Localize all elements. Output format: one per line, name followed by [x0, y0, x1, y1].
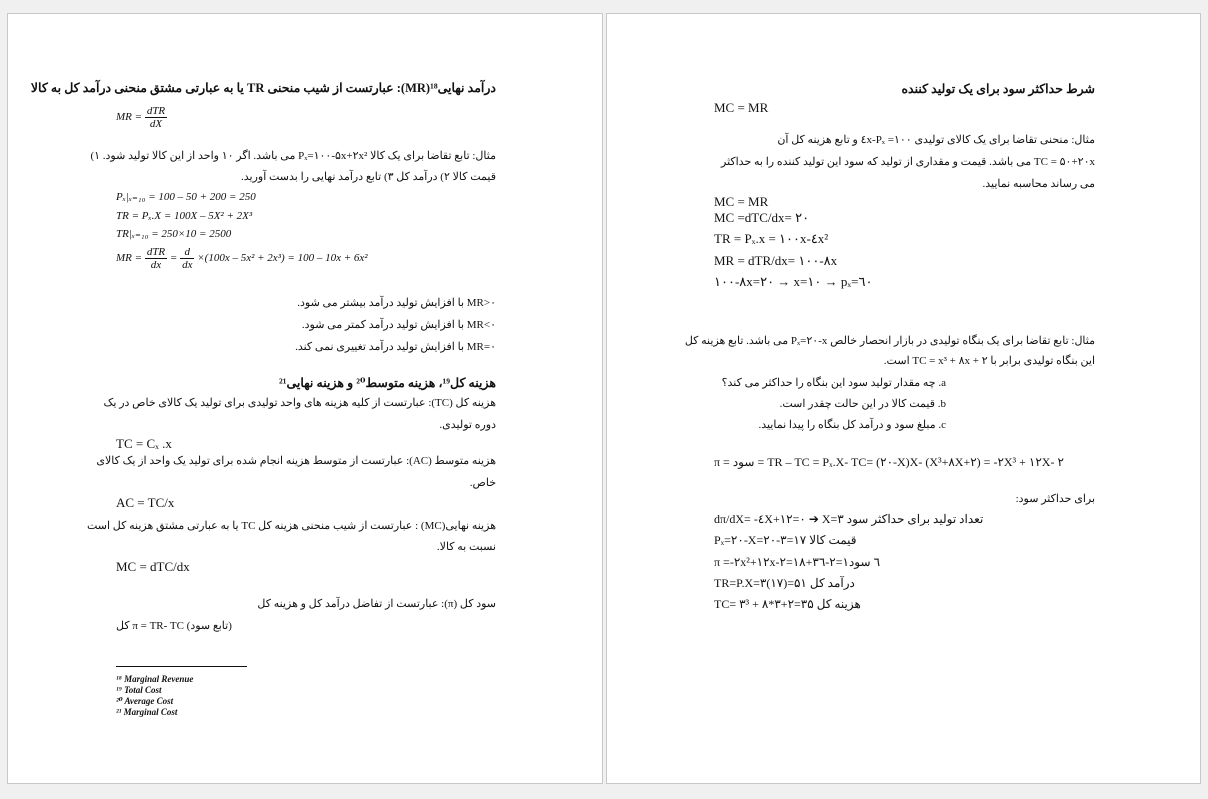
calc-mr: MR = $\frac{\text{dTR}}{dx}$ = $\frac{d}{dx}$ ×(100x – 5x² + 2x³) = 100 – 10x + 6x²: [116, 246, 368, 271]
result-price: Pₓ=۲۰-X=۲۰-۳=۱۷ قیمت کالا: [714, 533, 857, 547]
example-2-line-1: مثال: تابع تقاضا برای یک بنگاه تولیدی در بازار انحصار خالص Pₓ=۲۰-x می باشد. تابع هزینه کل: [684, 335, 1095, 347]
question-a: a. چه مقدار تولید سود این بنگاه را حداکثر می کند؟: [721, 377, 946, 389]
tc-equation: TC = Cₓ .x: [116, 436, 172, 451]
result-revenue: TR=P.X=۳(۱۷)=۵۱ درآمد کل: [714, 576, 855, 590]
mr-positive: MR>۰ با افزایش تولید درآمد بیشتر می شود.: [297, 297, 496, 309]
footnote-18: ¹⁸ Marginal Revenue: [116, 674, 194, 684]
mr-formula: MR = $\frac{\text{dTR}}{dX}$: [116, 105, 166, 130]
solution-step-2: MC =dTC/dx= ۲۰: [714, 210, 810, 225]
mr-negative: MR<۰ با افزایش تولید درآمد کمتر می شود.: [301, 319, 496, 331]
example-1-line-1: مثال: تابع تقاضا برای یک کالا Pₓ=۱۰۰-۵x+۲x² می باشد. اگر ۱۰ واحد از این کالا تولید شود. ۱): [90, 150, 496, 162]
profit-equation: کل π = TR- TC (تابع سود): [116, 620, 232, 632]
question-b: b. قیمت کالا در این حالت چقدر است.: [779, 398, 946, 410]
mc-definition-line-2: نسبت به کالا.: [436, 541, 496, 553]
calc-tr: TR = Pₓ.X = 100X – 5X² + 2X³: [116, 210, 253, 222]
page-title: شرط حداکثر سود برای یک تولید کننده: [901, 82, 1095, 96]
cost-heading: هزینه کل¹⁹، هزینه متوسط²⁰ و هزینه نهایی²¹: [278, 376, 496, 390]
profit-function: π = سود = TR – TC = Pₓ.X- TC= (۲۰-X)X- (X³+۸X+۲) = -۲X³ + ۱۲X- ۲: [714, 455, 1064, 469]
solution-step-5: ۱۰۰-۸x=۲۰ → x=۱۰ → pₓ=٦۰: [714, 274, 873, 289]
tc-definition-line-2: دوره تولیدی.: [439, 419, 496, 431]
footnote-19: ¹⁹ Total Cost: [116, 685, 162, 695]
example-1-line-2: قیمت کالا ۲) درآمد کل ۳) تابع درآمد نهایی را بدست آورید.: [240, 171, 496, 183]
mc-equation: MC = dTC/dx: [116, 559, 190, 574]
footnote-21: ²¹ Marginal Cost: [116, 707, 178, 717]
solution-step-1: MC = MR: [714, 194, 769, 209]
mc-definition-line-1: هزینه نهایی(MC) : عبارتست از شیب منحنی هزینه کل TC یا به عبارتی مشتق هزینه کل است: [86, 520, 496, 532]
example-line-2: TC = ۵۰+۲۰x می باشد. قیمت و مقداری از تولید که سود این تولید کننده را به حداکثر: [721, 156, 1095, 168]
footnote-20: ²⁰ Average Cost: [116, 696, 174, 706]
profit-condition: MC = MR: [714, 100, 769, 115]
mr-fraction: $\frac{\text{dTR}}{dX}$: [146, 105, 166, 130]
profit-definition: سود کل (π): عبارتست از تفاضل درآمد کل و هزینه کل: [257, 598, 496, 610]
mr-zero: MR=۰ با افزایش تولید درآمد تغییری نمی کند.: [295, 341, 496, 353]
question-c: c. مبلغ سود و درآمد کل بنگاه را پیدا نمایید.: [758, 419, 946, 431]
calc-price: Pₓ|ₓ₌₁₀ = 100 – 50 + 200 = 250: [116, 191, 256, 203]
document-page-left: [7, 13, 603, 784]
solution-step-3: TR = Pₓ.x = ۱۰۰x-٤x²: [714, 231, 829, 246]
example-line-3: می رساند محاسبه نمایید.: [982, 178, 1095, 190]
ac-definition-line-2: خاص.: [469, 477, 496, 489]
result-cost: TC= ۳³ + ۸*۳+۲=۳۵ هزینه کل: [714, 597, 861, 611]
example-line-1: مثال: منحنی تقاضا برای یک کالای تولیدی Pₓ =۱۰۰-٤x و تابع هزینه کل آن: [777, 134, 1095, 146]
mr-title: درآمد نهایی¹⁸(MR): عبارتست از شیب منحنی TR یا به عبارتی مشتق منحنی درآمد کل به کالا: [30, 81, 496, 95]
footnote-separator: [116, 666, 247, 667]
ac-equation: AC = TC/x: [116, 495, 175, 510]
for-max-profit: برای حداکثر سود:: [1015, 493, 1095, 505]
example-2-line-2: این بنگاه تولیدی برابر با TC = x³ + ۸x + ۲ است.: [883, 355, 1095, 367]
result-profit: π =-۲x²+۱۲x-۲=۱۸+۳٦-۲=۱٦ سود: [714, 555, 881, 569]
calc-tr-value: TR|ₓ₌₁₀ = 250×10 = 2500: [116, 228, 232, 240]
tc-definition-line-1: هزینه کل (TC): عبارتست از کلیه هزینه های واحد تولیدی برای تولید یک کالای خاص در یک: [103, 397, 496, 409]
result-quantity: dπ/dX= -٤X+۱۲=۰ ➔ X=۳ تعداد تولید برای حداکثر سود: [714, 512, 984, 526]
ac-definition-line-1: هزینه متوسط (AC): عبارتست از متوسط هزینه انجام شده برای تولید یک واحد از یک کالای: [96, 455, 496, 467]
solution-step-4: MR = dTR/dx= ۱۰۰-۸x: [714, 253, 838, 268]
document-page-right: [606, 13, 1201, 784]
